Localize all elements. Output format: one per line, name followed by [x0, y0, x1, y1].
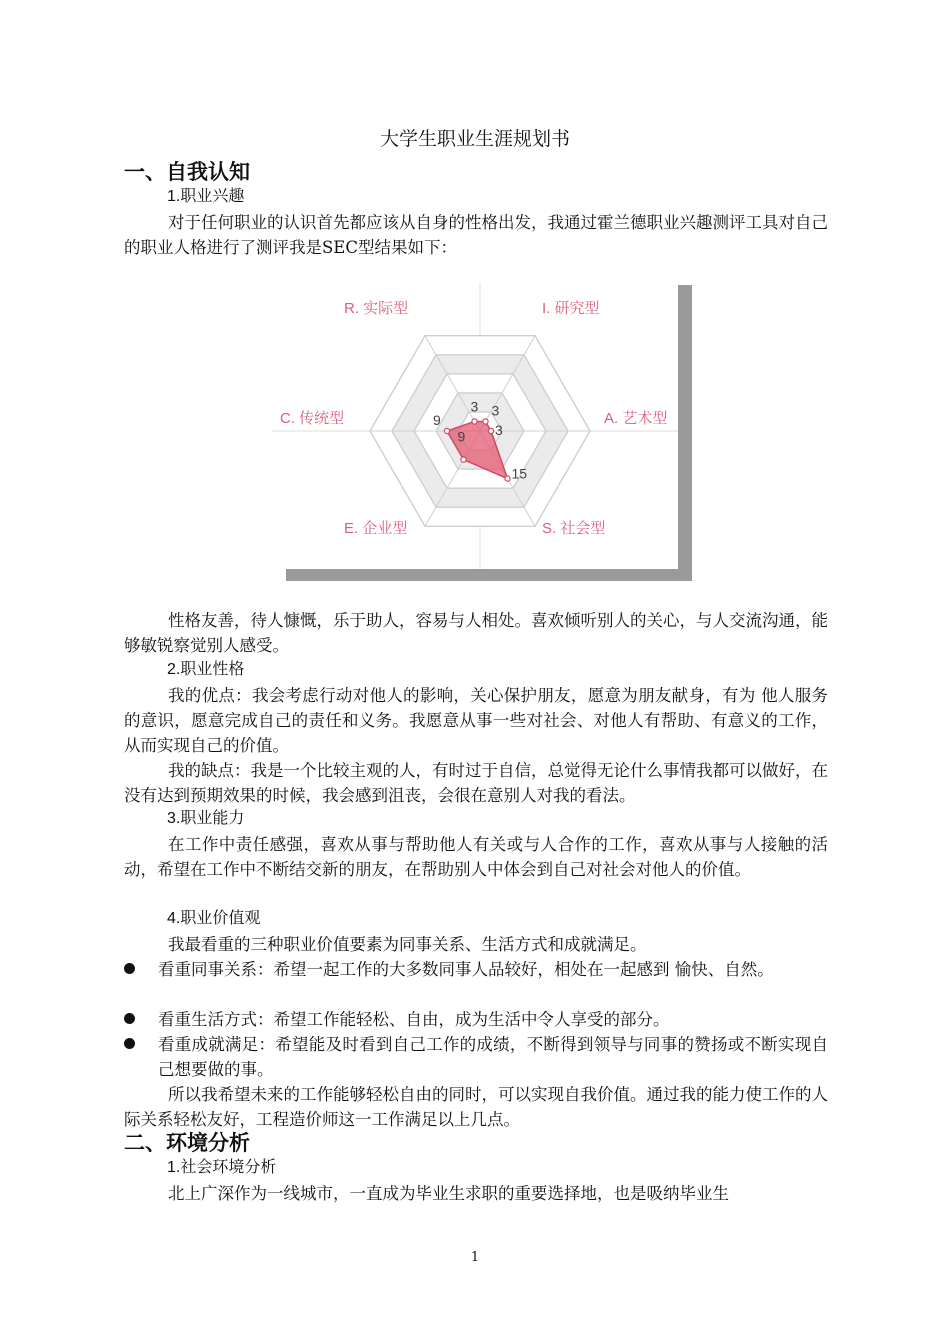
radar-data-point	[483, 419, 488, 424]
radar-value-label: 9	[457, 428, 466, 445]
radar-category-label: A. 艺术型	[604, 410, 668, 427]
paragraph-values-intro: 我最看重的三种职业价值要素为同事关系、生活方式和成就满足。	[168, 935, 647, 954]
radar-value-label: 15	[511, 465, 528, 482]
radar-category-label: C. 传统型	[280, 410, 345, 427]
radar-chart	[272, 283, 694, 583]
paragraph-strengths: 我的优点：我会考虑行动对他人的影响，关心保护朋友，愿意为朋友献身，有为 他人服务的意识，愿意完成自己的责任和义务。我愿意从事一些对社会、对他人有帮助、有意义的工作，从而实现自己的价值。	[124, 686, 828, 755]
subheading-career-values: 4.职业价值观	[167, 910, 261, 927]
radar-value-label: 3	[470, 398, 479, 415]
radar-value-label: 9	[433, 412, 441, 428]
list-item-achievement: 看重成就满足：希望能及时看到自己工作的成绩，不断得到领导与同事的赞扬或不断实现自己想要做的事。	[124, 1032, 828, 1082]
radar-data-point	[505, 476, 510, 481]
radar-value-label: 3	[491, 402, 500, 419]
bullet-dot-icon	[124, 1038, 135, 1049]
radar-data-point	[444, 428, 449, 433]
subheading-career-ability: 3.职业能力	[167, 810, 245, 827]
list-item-lifestyle: 看重生活方式：希望工作能轻松、自由，成为生活中令人享受的部分。	[124, 1007, 828, 1032]
paragraph-ability: 在工作中责任感强，喜欢从事与帮助他人有关或与人合作的工作，喜欢从事与人接触的活动，希望在工作中不断结交新的朋友，在帮助别人中体会到自己对社会对他人的价值。	[124, 835, 828, 879]
figure-shadow-right	[678, 285, 692, 581]
paragraph-social-environment: 北上广深作为一线城市，一直成为毕业生求职的重要选择地，也是吸纳毕业生	[168, 1184, 729, 1203]
radar-category-label: S. 社会型	[542, 520, 606, 537]
radar-category-label: E. 企业型	[344, 520, 408, 537]
paragraph-personality-traits: 性格友善，待人慷慨，乐于助人，容易与人相处。喜欢倾听别人的关心，与人交流沟通，能够敏锐察觉别人感受。	[124, 611, 828, 655]
paragraph-values-conclusion: 所以我希望未来的工作能够轻松自由的同时，可以实现自我价值。通过我的能力使工作的人际关系轻松友好，工程造价师这一工作满足以上几点。	[124, 1085, 828, 1129]
paragraph-weaknesses: 我的缺点：我是一个比较主观的人，有时过于自信，总觉得无论什么事情我都可以做好，在没有达到预期效果的时候，我会感到沮丧，会很在意别人对我的看法。	[124, 761, 828, 805]
subheading-career-personality: 2.职业性格	[167, 661, 245, 678]
radar-data-point	[488, 428, 493, 433]
radar-data-point	[472, 419, 477, 424]
bullet-dot-icon	[124, 963, 135, 974]
radar-data-point	[461, 457, 466, 462]
radar-category-label: I. 研究型	[542, 300, 600, 317]
list-item-colleague-relations: 看重同事关系：希望一起工作的大多数同事人品较好，相处在一起感到 愉快、自然。	[124, 957, 828, 982]
paragraph-interest-intro: 对于任何职业的认识首先都应该从自身的性格出发，我通过霍兰德职业兴趣测评工具对自己的职业人格进行了测评我是SEC型结果如下：	[124, 213, 828, 257]
holland-radar-figure	[272, 283, 694, 583]
bullet-dot-icon	[124, 1013, 135, 1024]
radar-value-label: 3	[495, 422, 503, 438]
page-number: 1	[470, 1250, 480, 1265]
subheading-career-interest: 1.职业兴趣	[167, 188, 245, 205]
subheading-social-environment: 1.社会环境分析	[167, 1159, 277, 1176]
figure-shadow-bottom	[286, 569, 692, 581]
section-heading-environment: 二、环境分析	[124, 1132, 250, 1155]
section-heading-self-awareness: 一、自我认知	[124, 161, 250, 184]
radar-category-label: R. 实际型	[344, 300, 409, 317]
document-title: 大学生职业生涯规划书	[379, 129, 570, 150]
